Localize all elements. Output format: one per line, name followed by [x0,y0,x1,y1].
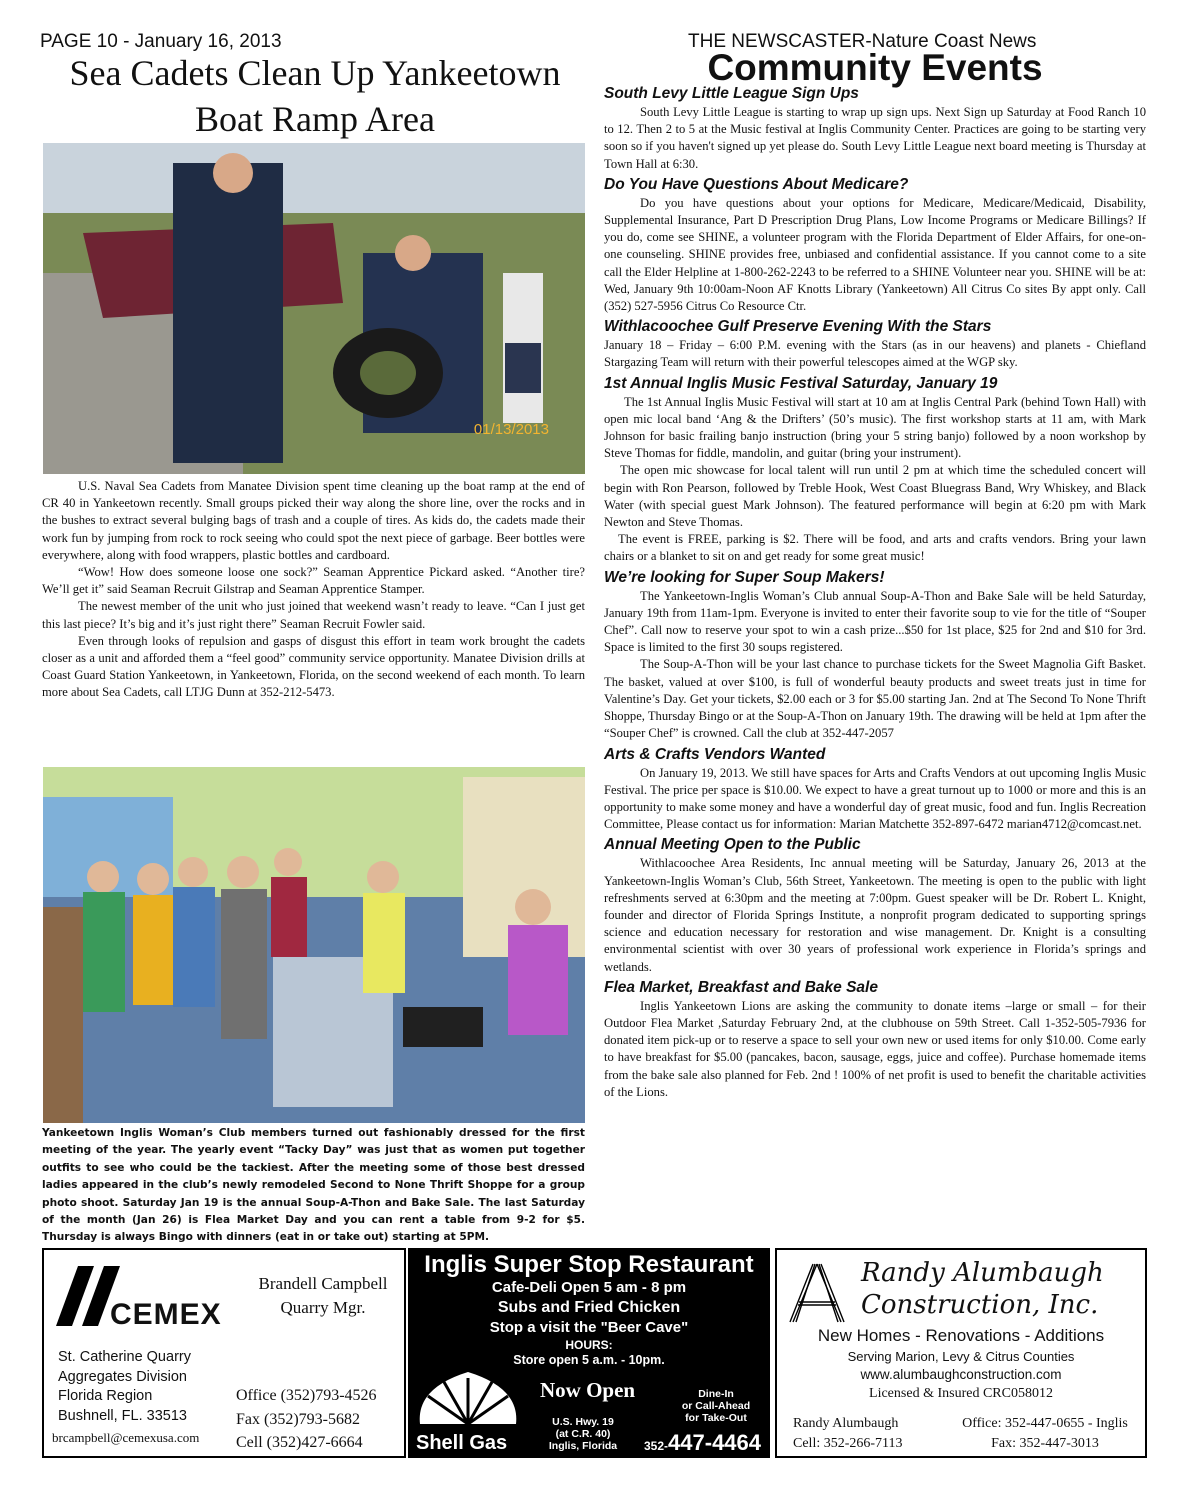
cemex-phones [236,1384,377,1455]
inglis-ad-details [410,1278,768,1368]
event-paragraph: South Levy Little League is starting to wrap up sign ups. Next Sign up Saturday at Food Ranch 10 to 12. Then 2 to 5 at the Music festival at Inglis Community Center. Practices are going to be starting very soon so if you haven't signed up yet please do. South Levy Little League next board meeting is Thursday at Town Hall at 6:30. [604,105,1146,171]
event-heading: Flea Market, Breakfast and Bake Sale [604,978,878,996]
alumbaugh-name-line1: Randy Alumbaugh [861,1258,1104,1288]
community-events-column [604,82,1146,1101]
womans-club-photo-illustration [43,767,585,1123]
event-paragraph: January 18 – Friday – 6:00 P.M. evening with the Stars (as in our heavens) and planets - Chiefland Stargazing Team will return with their powerful telescopes aimed at the WGP sky. [604,338,1146,370]
article-title [30,52,600,140]
event-paragraph: The event is FREE, parking is $2. There will be food, and arts and crafts vendors. Bring your lawn chairs or a blanket to sit on and get ready for some great music! [604,532,1146,564]
event-paragraph: On January 19, 2013. We still have spaces for Arts and Crafts Vendors at out upcoming Inglis Music Festival. The price per space is $10.00. We expect to have a great turnout up to 1000 or more and this is an opportunity to make some money and have a wonderful day of great music, food and fun. Inglis Recreation Committee, Please contact us for information: Marian Matchette 352-897-6472 marian4712@comcast.net. [604,765,1146,832]
alumbaugh-website: www.alumbaughconstruction.com [860,1367,1062,1382]
cemex-address-line: Bushnell, FL. 33513 [58,1407,187,1424]
now-open-label: Now Open [540,1378,636,1402]
inglis-ad-title: Inglis Super Stop Restaurant [424,1251,754,1278]
event-paragraph: Withlacoochee Area Residents, Inc annual meeting will be Saturday, January 26, 2013 at the Yankeetown-Inglis Woman’s Club, 56th Street, Yankeetown. The meeting is open to the public with light refreshments served at 6:30pm and the meeting at 7:00pm. Guest speaker will be Dr. Robert L. Knight, founder and director of Florida Springs Institute, a nonprofit program dedicated to supporting springs science and education necessary for restoration and wise management. Dr. Knight is a consulting environmental scientist with over 30 years of professional work experience in Florida’s springs and wetlands. [604,856,1146,974]
cadets-paragraph: Even through looks of repulsion and gasps of disgust this effort in team work brought the cadets closer as a unit and afforded them a “feel good” community service opportunity. Manatee Division drills at Coast Guard Station Yankeetown, in Yankeetown, Florida, on the second weekend of each month. To learn more about Sea Cadets, call LTJG Dunn at 352-212-5473. [42,633,585,700]
event-heading: We’re looking for Super Soup Makers! [604,568,885,586]
article-title-line2: Boat Ramp Area [195,99,435,139]
inglis-dine-line: Dine-In [698,1388,734,1400]
alumbaugh-license: Licensed & Insured CRC058012 [869,1386,1053,1401]
alumbaugh-serving: Serving Marion, Levy & Citrus Counties [847,1349,1075,1364]
cadets-paragraph: U.S. Naval Sea Cadets from Manatee Division spent time cleaning up the boat ramp at the end of CR 40 in Yankeetown recently. Small groups picked their way along the shore line, over the rocks and in the bushes to extract several bulging bags of trash and a couple of tires. As kids do, the cadets made their work fun by jumping from rock to rock seeing who could spot the next piece of garbage. Beer bottles were everywhere, along with food wrappers, plastic bottles and cardboard. [42,479,585,562]
inglis-super-stop-ad [408,1248,770,1458]
community-events-title: Community Events [707,47,1043,88]
alumbaugh-fax: Fax: 352-447-3013 [991,1436,1099,1451]
event-heading: Withlacoochee Gulf Preserve Evening With the Stars [604,318,992,336]
cemex-ad [42,1248,406,1458]
inglis-phone [644,1430,761,1456]
cemex-contact [244,1272,402,1320]
event-paragraph: The Soup-A-Thon will be your last chance to purchase tickets for the Sweet Magnolia Gift Basket. The basket, valued at over $100, is full of wonderful beauty products and sweet treats just in time for Valentine’s Day. Get your tickets, $2.00 each or 3 for $5.00 starting Jan. 2nd at The Second To None Thrift Shoppe, Thursday Bingo or at the Soup-A-Thon on January 19th. The drawing will be held at 1pm after the “Souper Chef” is crowned. Call the club at 352-447-2057 [604,657,1146,741]
inglis-ad-line: Subs and Fried Chicken [497,1299,681,1316]
event-annual-meeting [604,836,1146,975]
inglis-ad-line: Cafe-Deli Open 5 am - 8 pm [491,1279,687,1296]
cemex-address-line: Aggregates Division [58,1368,187,1385]
event-paragraph: The Yankeetown-Inglis Woman’s Club annual Soup-A-Thon and Bake Sale will be held Saturday, January 19th from 11am-1pm. Everyone is invited to enter their favorite soup to vie for the title of “Souper Chef”. Call now to reserve your spot to win a cash prize...$50 for 1st place, $25 for 2nd and $10 for 3rd. Space is limited to the first 30 soups registered. [604,588,1146,655]
article-title-line1: Sea Cadets Clean Up Yankeetown [69,53,561,93]
cadets-paragraph: “Wow! How does someone loose one sock?” Seaman Apprentice Pickard asked. “Another tire? We’ll get it” said Seaman Recruit Gilstrap and Seaman Apprentice Stamper. [42,565,585,597]
inglis-ad-line: Store open 5 a.m. - 10pm. [513,1353,665,1367]
shell-gas-label: Shell Gas [416,1432,508,1454]
inglis-dine-options [664,1388,768,1424]
cadets-article-body [42,478,585,702]
alumbaugh-ad [775,1248,1147,1458]
alumbaugh-name-line2: Construction, Inc. [861,1290,1099,1320]
inglis-dine-line: for Take-Out [685,1412,747,1424]
event-little-league [604,85,1146,173]
event-stars [604,318,1146,371]
inglis-phone-number: 447-4464 [668,1430,762,1455]
event-medicare [604,176,1146,315]
event-paragraph: The open mic showcase for local talent will run until 2 pm at which time the scheduled concert will begin with Ron Pearson, followed by Treble Hook, West Coast Bluegrass Band, Wry Whiskey, and Black Water (with special guest Mark Johnson). The featured performance will begin at 6:20 pm with Mark Newton and Steve Thomas. [604,463,1146,530]
inglis-dine-line: or Call-Ahead [681,1400,751,1412]
shell-logo-icon [416,1368,520,1430]
alumbaugh-contact [793,1414,903,1454]
cemex-cell: Cell (352)427-6664 [236,1434,363,1451]
event-flea-market [604,979,1146,1101]
inglis-ad-line: Stop a visit the "Beer Cave" [489,1319,689,1336]
event-heading: 1st Annual Inglis Music Festival Saturday, January 19 [604,374,998,392]
cemex-email: brcampbell@cemexusa.com [52,1430,200,1445]
alumbaugh-logo-icon [789,1262,845,1324]
event-paragraph: The 1st Annual Inglis Music Festival will start at 10 am at Inglis Central Park (behind Town Hall) with open mic local band ‘Ang & the Drifters’ (50’s music). The first workshop starts at 11 am, with Mark Johnson for basic frailing banjo instruction (bring your 5 string banjo) followed by a noon workshop by Steve Thomas for fiddle, mandolin, and guitar (bring your instrument). [604,394,1146,461]
womans-club-photo [43,767,585,1123]
event-heading: Do You Have Questions About Medicare? [604,175,909,193]
event-heading: South Levy Little League Sign Ups [604,85,859,102]
cadets-paragraph: The newest member of the unit who just joined that weekend wasn’t ready to leave. “Can I just get this last piece? It’s big and it’s just right there” Seaman Recruit Fowler said. [42,599,585,631]
alumbaugh-cell: Cell: 352-266-7113 [793,1436,903,1451]
page-header-left: PAGE 10 - January 16, 2013 [40,31,282,52]
alumbaugh-office-info [947,1414,1143,1454]
event-soup-makers [604,569,1146,743]
photo-date-stamp: 01/13/2013 [473,421,549,438]
cemex-address [58,1348,191,1426]
event-heading: Annual Meeting Open to the Public [604,836,861,854]
cemex-fax: Fax (352)793-5682 [236,1410,360,1428]
event-heading: Arts & Crafts Vendors Wanted [604,745,826,763]
inglis-ad-line: HOURS: [565,1338,613,1352]
inglis-address [528,1416,638,1452]
cemex-address-line: Florida Region [58,1388,153,1404]
event-music-festival [604,375,1146,566]
alumbaugh-office: Office: 352-447-0655 - Inglis [962,1416,1128,1431]
event-paragraph: Inglis Yankeetown Lions are asking the community to donate items –large or small – for their Outdoor Flea Market ,Saturday February 2nd, at the clubhouse on 59th Street. Call 1-352-505-7936 for donated item pick-up or to reserve a space to sell your own new or used items for only $10.00. Come early to have breakfast for $5.00 (pancakes, bacon, sausage, eggs, juice and coffee). Purchase homemade items from the bake sale also planned for Feb. 2nd ! 100% of net profit is used to benefit the charitable activities of the Lions. [604,998,1146,1099]
inglis-address-line: Inglis, Florida [548,1440,618,1452]
cadets-photo [43,143,585,474]
inglis-phone-prefix: 352- [644,1439,669,1453]
inglis-address-line: (at C.R. 40) [555,1428,611,1440]
inglis-address-line: U.S. Hwy. 19 [552,1416,614,1428]
page-header-right: THE NEWSCASTER-Nature Coast News [688,31,1037,52]
alumbaugh-contact-name: Randy Alumbaugh [793,1416,899,1431]
womans-club-caption: Yankeetown Inglis Woman’s Club members turned out fashionably dressed for the first meeting of the year. The yearly event “Tacky Day” was just that as women put together outfits to see who could be the tackiest. After the meeting some of those best dressed ladies appeared in the club’s newly remodeled Second to None Thrift Shoppe for a group photo shoot. Saturday Jan 19 is the annual Soup-A-Thon and Bake Sale. The last Saturday of the month (Jan 26) is Flea Market Day and you can rent a table from 9-2 for $5. Thursday is always Bingo with dinners (eat in or take out) starting at 5PM. [42,1127,585,1244]
cemex-address-line: St. Catherine Quarry [58,1349,191,1365]
cemex-logo-text: CEMEX [110,1298,222,1331]
event-arts-crafts [604,746,1146,834]
cemex-contact-name: Brandell Campbell [258,1274,388,1293]
cemex-office-phone: Office (352)793-4526 [236,1387,377,1404]
event-paragraph: Do you have questions about your options for Medicare, Medicare/Medicaid, Disability, Supplemental Insurance, Part D Prescription Drug Plans, Low Income Programs or Medicare Billings? If you do, come see SHINE, a volunteer program with the Florida Department of Elder Affairs, for one-on-one counseling. SHINE provides free, unbiased and confidential assistance. If you cannot come to a site call the Elder Helpline at 1-800-262-2243 to be referred to a SHINE Volunteer near you. SHINE will be at: Wed, January 9th 10:00am-Noon AF Knotts Library (Yankeetown) All Citrus Co sites By appt only. Call (352) 527-5956 Citrus Co Resource Ctr. [604,195,1146,314]
cemex-contact-title: Quarry Mgr. [280,1298,366,1317]
alumbaugh-tagline: New Homes - Renovations - Additions [817,1326,1105,1345]
